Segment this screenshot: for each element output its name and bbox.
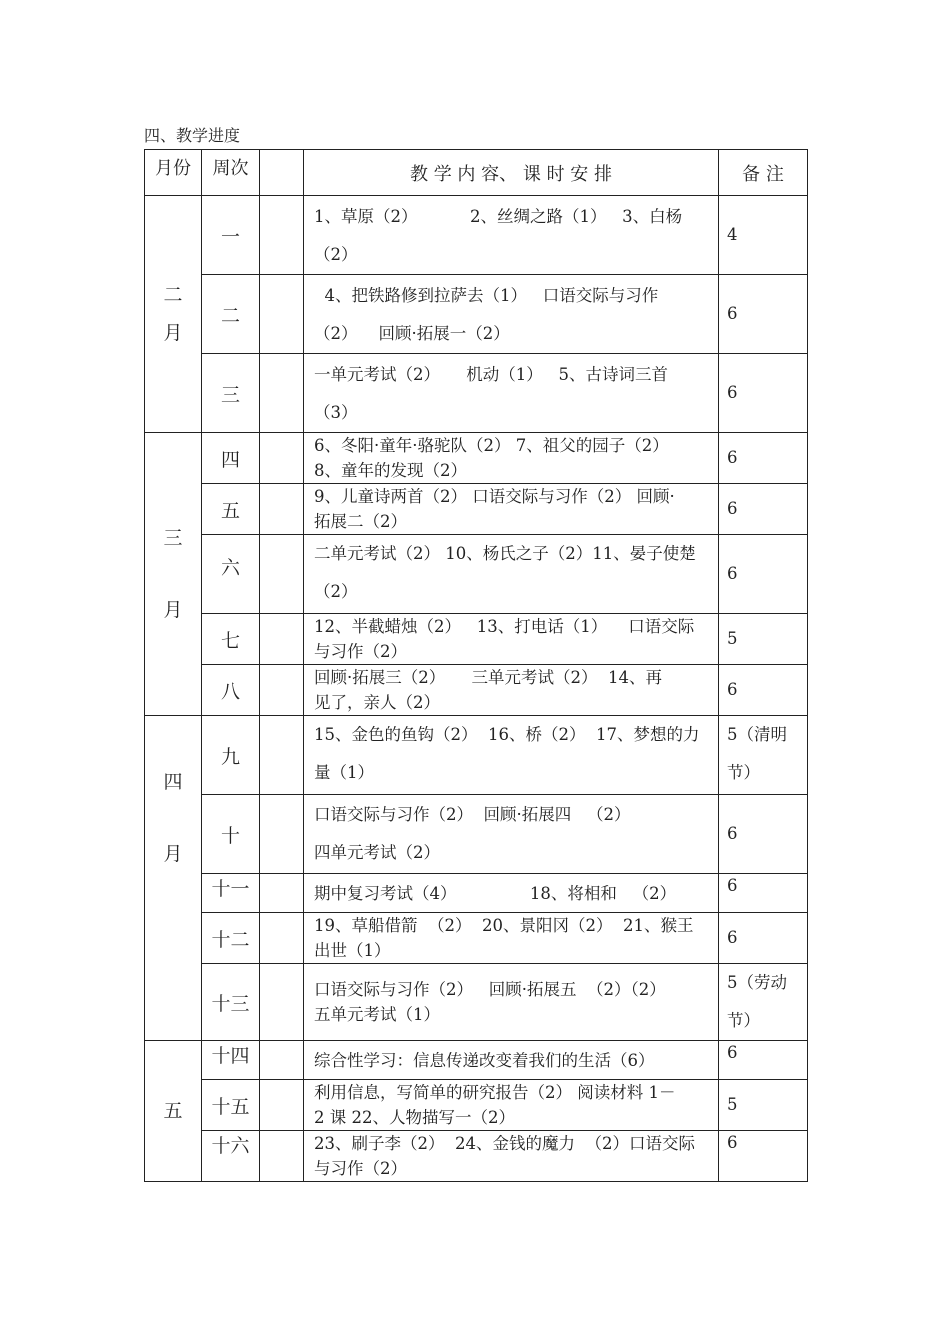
header-content: 教 学 内 容、 课 时 安 排 — [304, 150, 719, 196]
content-cell: 一单元考试（2） 机动（1） 5、古诗词三首 （3） — [304, 354, 719, 433]
blank-cell — [260, 484, 304, 535]
table-row — [145, 433, 808, 484]
blank-cell — [260, 433, 304, 484]
table-row — [145, 913, 808, 964]
note-cell: 6 — [719, 1041, 808, 1080]
header-note: 备 注 — [719, 150, 808, 196]
week-cell: 十二 — [202, 913, 260, 964]
note-cell: 5 — [719, 1080, 808, 1131]
content-cell: 15、金色的鱼钩（2） 16、桥（2） 17、梦想的力 量（1） — [304, 716, 719, 795]
note-cell: 6 — [719, 795, 808, 874]
content-cell: 12、半截蜡烛（2） 13、打电话（1） 口语交际 与习作（2） — [304, 614, 719, 665]
header-row — [145, 150, 808, 196]
table-row — [145, 1131, 808, 1182]
week-cell: 七 — [202, 614, 260, 665]
section-title: 四、教学进度 — [144, 126, 241, 145]
note-cell: 6 — [719, 874, 808, 913]
table-row — [145, 1080, 808, 1131]
note-cell: 6 — [719, 484, 808, 535]
blank-cell — [260, 614, 304, 665]
content-cell: 9、儿童诗两首（2） 口语交际与习作（2） 回顾· 拓展二（2） — [304, 484, 719, 535]
week-cell: 一 — [202, 196, 260, 275]
note-cell: 6 — [719, 275, 808, 354]
note-cell: 6 — [719, 433, 808, 484]
week-cell: 六 — [202, 535, 260, 614]
blank-cell — [260, 665, 304, 716]
month-apr: 四 月 — [145, 716, 202, 1041]
content-cell: 口语交际与习作（2） 回顾·拓展四 （2） 四单元考试（2） — [304, 795, 719, 874]
content-cell: 6、冬阳·童年·骆驼队（2） 7、祖父的园子（2） 8、童年的发现（2） — [304, 433, 719, 484]
note-cell: 6 — [719, 913, 808, 964]
note-cell: 6 — [719, 665, 808, 716]
header-week: 周次 — [202, 150, 260, 196]
week-cell: 十三 — [202, 964, 260, 1041]
week-cell: 十 — [202, 795, 260, 874]
month-feb: 二 月 — [145, 196, 202, 433]
week-cell: 十六 — [202, 1131, 260, 1182]
week-cell: 十一 — [202, 874, 260, 913]
blank-cell — [260, 913, 304, 964]
blank-cell — [260, 874, 304, 913]
note-cell: 6 — [719, 1131, 808, 1182]
table-row — [145, 354, 808, 433]
table-row — [145, 535, 808, 614]
month-may: 五 — [145, 1041, 202, 1182]
table-row — [145, 716, 808, 795]
note-cell: 5（劳动 节） — [719, 964, 808, 1041]
header-month: 月份 — [145, 150, 202, 196]
week-cell: 三 — [202, 354, 260, 433]
table-row — [145, 665, 808, 716]
blank-cell — [260, 1131, 304, 1182]
table-row — [145, 614, 808, 665]
week-cell: 十四 — [202, 1041, 260, 1080]
blank-cell — [260, 716, 304, 795]
month-mar: 三 月 — [145, 433, 202, 716]
week-cell: 九 — [202, 716, 260, 795]
content-cell: 23、刷子李（2） 24、金钱的魔力 （2）口语交际 与习作（2） — [304, 1131, 719, 1182]
header-blank — [260, 150, 304, 196]
week-cell: 八 — [202, 665, 260, 716]
content-cell: 利用信息，写简单的研究报告（2） 阅读材料 1－ 2 课 22、人物描写一（2） — [304, 1080, 719, 1131]
table-row — [145, 874, 808, 913]
table-row — [145, 1041, 808, 1080]
content-cell: 1、草原（2） 2、丝绸之路（1） 3、白杨 （2） — [304, 196, 719, 275]
week-cell: 五 — [202, 484, 260, 535]
table-row — [145, 484, 808, 535]
note-cell: 5（清明 节） — [719, 716, 808, 795]
content-cell: 综合性学习：信息传递改变着我们的生活（6） — [304, 1041, 719, 1080]
blank-cell — [260, 354, 304, 433]
table-row — [145, 795, 808, 874]
content-cell: 回顾·拓展三（2） 三单元考试（2） 14、再 见了，亲人（2） — [304, 665, 719, 716]
blank-cell — [260, 535, 304, 614]
blank-cell — [260, 1041, 304, 1080]
blank-cell — [260, 1080, 304, 1131]
table-row — [145, 964, 808, 1041]
week-cell: 十五 — [202, 1080, 260, 1131]
week-cell: 二 — [202, 275, 260, 354]
blank-cell — [260, 964, 304, 1041]
blank-cell — [260, 196, 304, 275]
table-row — [145, 275, 808, 354]
content-cell: 二单元考试（2） 10、杨氏之子（2）11、晏子使楚 （2） — [304, 535, 719, 614]
week-cell: 四 — [202, 433, 260, 484]
blank-cell — [260, 795, 304, 874]
content-cell: 期中复习考试（4） 18、将相和 （2） — [304, 874, 719, 913]
note-cell: 4 — [719, 196, 808, 275]
blank-cell — [260, 275, 304, 354]
table-row — [145, 196, 808, 275]
schedule-table — [144, 149, 808, 1182]
content-cell: 4、把铁路修到拉萨去（1） 口语交际与习作 （2） 回顾·拓展一（2） — [304, 275, 719, 354]
content-cell: 19、草船借箭 （2） 20、景阳冈（2） 21、猴王 出世（1） — [304, 913, 719, 964]
content-cell: 口语交际与习作（2） 回顾·拓展五 （2）（2） 五单元考试（1） — [304, 964, 719, 1041]
note-cell: 6 — [719, 354, 808, 433]
note-cell: 6 — [719, 535, 808, 614]
note-cell: 5 — [719, 614, 808, 665]
